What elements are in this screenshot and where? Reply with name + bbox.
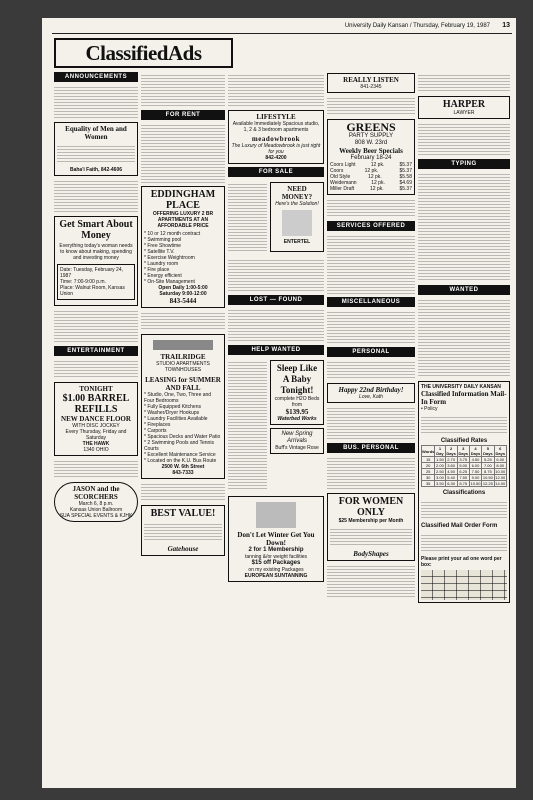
happy-22-text: Happy 22nd Birthday! xyxy=(338,386,404,394)
kansan-mail-in-form xyxy=(418,381,510,603)
harper-name: HARPER xyxy=(442,99,486,110)
rates-cell: 6.00 xyxy=(469,463,481,469)
greens-price-row xyxy=(330,186,412,192)
eddingham-feature: * Swimming pool xyxy=(144,237,182,243)
help-wanted-header: HELP WANTED xyxy=(228,345,324,355)
equality-ad-title: Equality of Men and Women xyxy=(65,125,127,141)
eddingham-feature: * Exercise Weightroom xyxy=(144,255,195,261)
greens-ad xyxy=(327,119,415,195)
tonight-disc: WITH DISC JOCKEY xyxy=(72,423,120,429)
order-form-fields[interactable] xyxy=(421,533,507,553)
greens-item: Weidemann xyxy=(330,180,357,186)
text-block xyxy=(54,359,138,379)
eddingham-phone: 843-5444 xyxy=(169,297,197,305)
leasing-feature: * Washer/Dryer Hookups xyxy=(144,410,200,416)
rates-cell: 5.00 xyxy=(457,463,469,469)
newspaper-page xyxy=(42,18,516,788)
rates-cell: 20 xyxy=(422,463,435,469)
rates-title: Classified Rates xyxy=(440,438,488,444)
word-boxes-grid[interactable] xyxy=(421,570,507,600)
text-block xyxy=(141,73,225,107)
leasing-feature: * 2 Swimming Pools and Tennis Courts xyxy=(144,440,214,452)
tonight-label: TONIGHT xyxy=(79,385,113,393)
greens-size: 12 pk. xyxy=(368,174,382,180)
rates-cell: 3.60 xyxy=(445,463,457,469)
eddingham-feature: * Laundry room xyxy=(144,261,179,267)
text-block xyxy=(418,298,510,378)
rates-cell: 10.50 xyxy=(470,481,481,486)
dont-let-winter-ad xyxy=(228,496,324,582)
text-block xyxy=(141,123,225,183)
get-smart-body: Everything today's woman needs to know about making, spending and investing money xyxy=(59,243,133,261)
rates-cell: 4.50 xyxy=(445,469,457,475)
text-block xyxy=(54,85,138,119)
page-number: 13 xyxy=(502,22,510,29)
rates-cell: 7.50 xyxy=(457,475,469,481)
rates-header-cell: 6 Days xyxy=(495,446,506,456)
for-women-ad xyxy=(327,493,415,561)
greens-price: $5.37 xyxy=(399,168,412,174)
leasing-feature: * Excellent Maintenance Service xyxy=(144,452,216,458)
text-block xyxy=(418,122,510,156)
greens-size: 12 pk. xyxy=(370,162,385,168)
happy-22-ad xyxy=(327,383,415,403)
rates-cell: 2.70 xyxy=(445,457,457,463)
sleep-title: Sleep Like A Baby Tonight! xyxy=(276,363,318,395)
eddingham-feature: * Energy efficient xyxy=(144,273,182,279)
greens-sub: PARTY SUPPLY xyxy=(348,133,394,139)
greens-address: 808 W. 23rd xyxy=(354,140,388,146)
dont-let-price: $15 off Packages xyxy=(251,560,301,566)
text-block xyxy=(418,73,510,93)
jason-sponsor: SUA SPECIAL EVENTS & KJHK xyxy=(59,513,133,519)
rates-cell: 15 xyxy=(422,457,435,463)
equality-ad-body xyxy=(57,144,135,164)
rates-cell: 6.25 xyxy=(457,469,469,475)
kansan-policy: • Policy xyxy=(421,406,438,412)
text-block xyxy=(228,258,324,292)
classifications-list xyxy=(421,500,507,520)
kansan-policy-text xyxy=(421,415,507,435)
leasing-feature: * Fireplaces xyxy=(144,422,171,428)
for-women-title: FOR WOMEN ONLY xyxy=(338,496,404,518)
get-smart-place: Place: Walnut Room, Kansas Union xyxy=(60,285,125,297)
meadowbrook-logo: meadowbrook xyxy=(251,135,301,143)
rates-header-cell: Words xyxy=(422,446,435,457)
harper-ad xyxy=(418,96,510,119)
text-block xyxy=(418,172,510,282)
new-spring-ad xyxy=(270,428,324,454)
leasing-feature: * Carports xyxy=(144,428,167,434)
tonight-phone: 1340 OHIO xyxy=(83,447,109,453)
tonight-ad xyxy=(54,382,138,456)
text-block xyxy=(327,564,415,598)
rates-header-cell: 3 Days xyxy=(458,446,469,456)
greens-size: 12 pk. xyxy=(370,186,384,192)
text-block xyxy=(327,310,415,344)
tonight-price: $1.00 BARREL REFILLS xyxy=(62,393,130,415)
rates-header-cell: 2 Days xyxy=(446,446,456,456)
rates-cell: 1.50 xyxy=(436,457,444,462)
for-women-list xyxy=(330,527,412,547)
for-sale-header: FOR SALE xyxy=(228,167,324,177)
greens-price: $4.69 xyxy=(399,180,412,186)
rates-cell: 2.00 xyxy=(436,463,444,468)
rates-cell: 9.00 xyxy=(469,475,481,481)
eddingham-feature: * Fire place xyxy=(144,267,170,273)
best-value-ad xyxy=(141,505,225,556)
rates-cell: 8.75 xyxy=(482,469,494,475)
bodyshapes-logo: BodyShapes xyxy=(353,550,389,558)
rates-cell: 7.00 xyxy=(482,463,494,469)
column-2 xyxy=(141,70,225,782)
need-money-ad xyxy=(270,182,324,252)
tonight-venue: THE HAWK xyxy=(82,441,110,447)
jason-date: March 6, 8 p.m. xyxy=(78,501,114,507)
rates-cell: 35 xyxy=(422,481,435,487)
jason-name: JASON and the SCORCHERS xyxy=(72,485,120,501)
rates-cell: 25 xyxy=(422,469,435,475)
section-title: ClassifiedAds xyxy=(54,38,233,68)
jason-ad xyxy=(54,482,138,522)
greens-item: Old Style xyxy=(330,174,351,180)
jason-place: Kansas Union Ballroom xyxy=(69,507,123,513)
harper-sub: LAWYER xyxy=(453,110,475,116)
rates-header-cell: 4 Days xyxy=(470,446,481,456)
equality-ad xyxy=(54,122,138,176)
greens-size: 12 pk. xyxy=(364,168,379,174)
happy-22-signature: Love, Kath xyxy=(359,394,383,400)
waterbed-works-logo: Waterbed Works xyxy=(277,416,317,422)
bus-personal-header: BUS. PERSONAL xyxy=(327,443,415,453)
kansan-form-title: Classified Information Mail-In Form xyxy=(421,390,507,406)
dont-let-title: Don't Let Winter Get You Down! xyxy=(237,531,315,547)
sleep-offer: complete H2O Beds from xyxy=(274,396,320,408)
column-3 xyxy=(228,70,324,782)
really-listen-phone: 841-2345 xyxy=(360,84,382,90)
greens-item: Miller Draft xyxy=(330,186,355,192)
gatehouse-logo: Gatehouse xyxy=(167,545,199,553)
rates-cell: 12.00 xyxy=(495,475,506,480)
rates-cell: 3.00 xyxy=(436,475,444,480)
text-block xyxy=(54,309,138,343)
entertainment-header: ENTERTAINMENT xyxy=(54,346,138,356)
lifestyle-tag: The Luxury of Meadowbrook is just right for you xyxy=(231,143,321,155)
really-listen-title: REALLY LISTEN xyxy=(343,76,399,84)
new-spring-shop: Buff's Vintage Rose xyxy=(275,445,319,451)
get-smart-ad xyxy=(54,216,138,306)
lifestyle-sub: Available Immediately Spacious studio, 1, 2 & 3 bedroom apartments xyxy=(232,121,320,133)
typing-header: TYPING xyxy=(418,159,510,169)
lifestyle-phone: 842-4200 xyxy=(265,155,287,161)
trailridge-name: TRAILRIDGE xyxy=(160,353,206,361)
text-block xyxy=(327,96,415,116)
greens-price: $5.37 xyxy=(399,186,412,192)
column-1 xyxy=(54,70,138,782)
text-block xyxy=(228,182,267,252)
eddingham-ad xyxy=(141,186,225,308)
best-value-body xyxy=(144,522,222,542)
european-suntanning-logo: EUROPEAN SUNTANNING xyxy=(244,573,308,579)
trailridge-sub: STUDIO APARTMENTS TOWNHOUSES xyxy=(156,361,210,373)
eddingham-saturday: Saturday 9:00-12:00 xyxy=(159,291,207,297)
kansan-paper-name: THE UNIVERSITY DAILY KANSAN xyxy=(421,384,501,390)
rates-cell: 5.40 xyxy=(445,475,457,481)
text-block xyxy=(327,456,415,490)
leasing-feature: * Studio, One, Two, Three and Four Bedrooms xyxy=(144,392,212,404)
rates-header-cell: 5 Days xyxy=(483,446,493,456)
get-smart-time: Time: 7:00-9:00 p.m. xyxy=(60,279,106,285)
text-block xyxy=(228,73,324,107)
phone-illustration xyxy=(282,210,312,236)
eddingham-offer: OFFERING LUXURY 2 BR APARTMENTS AT AN AFFORDABLE PRICE xyxy=(152,211,214,229)
greens-price-list xyxy=(330,162,412,192)
trailridge-ad xyxy=(141,334,225,479)
column-5 xyxy=(418,70,510,782)
rates-cell: 14.00 xyxy=(495,481,506,486)
equality-ad-signature: Baha'i Faith, 842-4606 xyxy=(69,167,123,173)
personal-header: PERSONAL xyxy=(327,347,415,357)
announcements-header: ANNOUNCEMENTS xyxy=(54,72,138,82)
leasing-feature: * Laundry Facilities Available xyxy=(144,416,208,422)
rates-cell: 3.75 xyxy=(457,457,469,463)
rates-cell: 8.00 xyxy=(494,463,506,469)
rates-cell: 7.50 xyxy=(469,469,481,475)
eddingham-feature: * Free Showtime xyxy=(144,243,181,249)
greens-price: $5.37 xyxy=(399,162,412,168)
new-spring-title: New Spring Arrivals xyxy=(281,431,313,444)
text-block xyxy=(228,308,324,342)
leasing-feature: * Spacious Decks and Water Patio xyxy=(144,434,221,440)
lifestyle-ad xyxy=(228,110,324,164)
rates-cell: 2.50 xyxy=(436,469,444,474)
wanted-header: WANTED xyxy=(418,285,510,295)
rates-cell: 8.75 xyxy=(457,481,469,487)
for-rent-header: FOR RENT xyxy=(141,110,225,120)
text-block xyxy=(327,360,415,380)
rates-cell: 6.30 xyxy=(445,481,457,487)
rates-cell: 4.50 xyxy=(469,457,481,463)
rates-header-cell: 1 Day xyxy=(436,446,444,456)
greens-size: 12 pk. xyxy=(371,180,385,186)
text-block xyxy=(327,406,415,440)
text-block xyxy=(327,234,415,294)
greens-item: Coors Light xyxy=(330,162,356,168)
tonight-days: Every Thursday, Friday and Saturday xyxy=(65,429,127,441)
header-rule xyxy=(52,33,512,34)
miscellaneous-header: MISCELLANEOUS xyxy=(327,297,415,307)
rates-cell: 10.50 xyxy=(482,475,493,480)
eddingham-feature: * Satellite T.V. xyxy=(144,249,175,255)
rates-cell: 10.00 xyxy=(495,469,506,474)
sun-illustration xyxy=(256,502,296,528)
rates-cell: 12.25 xyxy=(482,481,493,486)
tonight-dance: NEW DANCE FLOOR xyxy=(61,415,131,423)
leasing-phone: 843-7333 xyxy=(172,470,194,476)
eddingham-feature: * 10 or 12 month contract xyxy=(144,231,201,237)
services-offered-header: SERVICES OFFERED xyxy=(327,221,415,231)
entertel-logo: ENTERTEL xyxy=(283,239,311,245)
greens-item: Coors xyxy=(330,168,344,174)
order-form-title: Classified Mail Order Form xyxy=(421,523,498,529)
sleep-ad xyxy=(270,360,324,425)
rates-cell: 6.00 xyxy=(494,457,506,463)
leasing-feature: * Fully Equipped Kitchens xyxy=(144,404,201,410)
need-money-sub: Here's the Solution! xyxy=(275,201,319,207)
text-block xyxy=(54,179,138,213)
greens-special: Weekly Beer Specials xyxy=(339,147,403,155)
eddingham-name: EDDINGHAM PLACE xyxy=(150,189,216,211)
rates-cell: 30 xyxy=(422,475,435,481)
lost-found-header: LOST — FOUND xyxy=(228,295,324,305)
running-title: University Daily Kansan / Thursday, February 19, 1987 xyxy=(344,23,490,29)
trailridge-logo xyxy=(153,340,213,350)
eddingham-hours: Open Daily 1:00-5:00 xyxy=(158,285,208,291)
rates-row xyxy=(422,481,507,487)
print-note: Please print your ad one word per box: xyxy=(421,556,502,568)
greens-dates: February 18-24 xyxy=(350,155,392,161)
lifestyle-title: LIFESTYLE xyxy=(256,113,296,121)
rates-table xyxy=(421,445,507,487)
classifications-title: Classifications xyxy=(442,490,486,496)
leasing-feature: * Located on the K.U. Bus Route xyxy=(144,458,217,464)
text-block xyxy=(54,459,138,479)
text-block xyxy=(141,311,225,331)
best-value-title: BEST VALUE! xyxy=(150,508,216,519)
dont-let-offer: 2 for 1 Membership xyxy=(248,547,304,553)
column-4 xyxy=(327,70,415,782)
greens-name: GREENS xyxy=(346,120,396,134)
text-block xyxy=(327,198,415,218)
text-block xyxy=(141,482,225,502)
get-smart-date: Date: Tuesday, February 24, 1987 xyxy=(60,267,123,279)
dont-let-sub: tanning &/or weight facilities xyxy=(245,554,307,560)
dont-let-sub2: on my existing Packages xyxy=(248,567,304,573)
sleep-price: $139.95 xyxy=(285,408,309,416)
rates-cell: 3.50 xyxy=(436,481,444,486)
eddingham-feature: * On-Site Management xyxy=(144,279,195,285)
get-smart-title: Get Smart About Money xyxy=(59,219,133,241)
text-block xyxy=(228,360,267,490)
leasing-address: 2500 W. 6th Street xyxy=(161,464,205,470)
need-money-title: NEED MONEY? xyxy=(281,185,313,201)
really-listen-ad xyxy=(327,73,415,93)
for-women-offer: $25 Membership per Month xyxy=(338,518,404,524)
leasing-title: LEASING for SUMMER AND FALL xyxy=(145,376,221,392)
greens-price: $5.58 xyxy=(399,174,412,180)
rates-cell: 5.25 xyxy=(482,457,494,463)
